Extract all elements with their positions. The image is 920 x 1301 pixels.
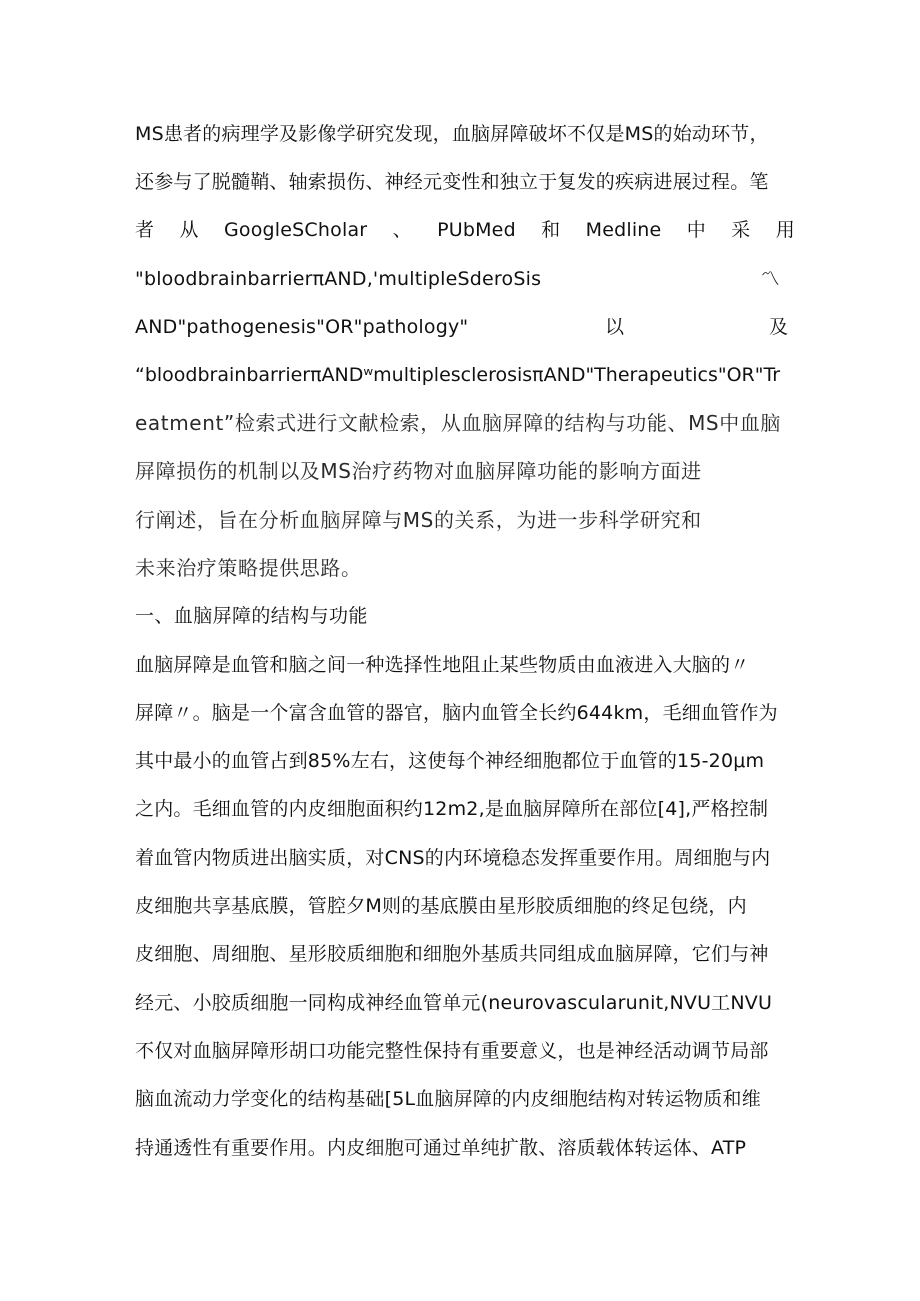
word: GoogleSCholar xyxy=(223,219,368,241)
word: AND"pathogenesis"OR"pathology" xyxy=(135,316,469,338)
paragraph-2-line-9: 不仅对血脑屏障形胡口功能完整性保持有重要意义，也是神经活动调节局部 xyxy=(135,1040,769,1062)
paragraph-2-line-4: 之内。毛细血管的内皮细胞面积约12m2,是血脑屏障所在部位[4],严格控制 xyxy=(135,798,769,820)
word: 中 xyxy=(686,219,706,241)
word: "bloodbrainbarrierπAND‚'multipleSderoSis xyxy=(135,268,542,290)
word: 用 xyxy=(775,219,795,241)
paragraph-1-line-4 xyxy=(135,267,780,291)
paragraph-1-line-9: 行阐述，旨在分析血脑屏障与MS的关系，为进一步科学研究和 xyxy=(135,508,702,532)
paragraph-2-line-8: 经元、小胶质细胞一同构成神经血管单元(neurovascularunit,NVU工NVU xyxy=(135,992,773,1014)
paragraph-2-line-5: 着血管内物质进出脑实质，对CNS的内环境稳态发挥重要作用。周细胞与内 xyxy=(135,847,771,869)
paragraph-1-line-6: “bloodbrainbarrierπANDʷmultiplesclerosisπAND"Therapeutics"OR"Tr xyxy=(135,364,781,386)
paragraph-1-line-3 xyxy=(135,218,795,242)
paragraph-1-line-7: eatment”检索式进行文献检索，从血脑屏障的结构与功能、MS中血脑 xyxy=(135,411,782,435)
paragraph-2-line-3: 其中最小的血管占到85%左右，这使每个神经细胞都位于血管的15-20μm xyxy=(135,750,765,772)
paragraph-1-line-1: MS患者的病理学及影像学研究发现，血脑屏障破坏不仅是MS的始动环节， xyxy=(135,123,769,145)
section-heading: 一、血脑屏障的结构与功能 xyxy=(135,605,368,627)
paragraph-2-line-10: 脑血流动力学变化的结构基础[5L血脑屏障的内皮细胞结构对转运物质和维 xyxy=(135,1088,761,1110)
word: 和 xyxy=(541,219,561,241)
word: Medline xyxy=(585,219,662,241)
word: 从 xyxy=(179,219,199,241)
paragraph-2-line-7: 皮细胞、周细胞、星形胶质细胞和细胞外基质共同组成血脑屏障，它们与神 xyxy=(135,943,769,965)
word: PUbMed xyxy=(437,219,516,241)
paragraph-2-line-1: 血脑屏障是血管和脑之间一种选择性地阻止某些物质由血液进入大脑的〃 xyxy=(135,654,750,676)
word: 、 xyxy=(392,219,412,241)
paragraph-1-line-10: 未来治疗策略提供思路。 xyxy=(135,556,362,580)
word: 〽 xyxy=(760,268,780,290)
paragraph-1-line-8: 屏障损伤的机制以及MS治疗药物对血脑屏障功能的影响方面进 xyxy=(135,459,702,483)
word: 采 xyxy=(731,219,751,241)
word: 以 xyxy=(605,316,625,338)
paragraph-2-line-2: 屏障〃。脑是一个富含血管的器官，脑内血管全长约644km，毛细血管作为 xyxy=(135,702,778,724)
paragraph-2-line-6: 皮细胞共享基底膜，管腔夕M则的基底膜由星形胶质细胞的终足包绕，内 xyxy=(135,895,747,917)
paragraph-1-line-2: 还参与了脱髓鞘、轴索损伤、神经元变性和独立于复发的疾病进展过程。笔 xyxy=(135,171,769,193)
paragraph-2-line-11: 持通透性有重要作用。内皮细胞可通过单纯扩散、溶质载体转运体、ATP xyxy=(135,1137,747,1159)
word: 者 xyxy=(135,219,155,241)
word: 及 xyxy=(769,316,789,338)
